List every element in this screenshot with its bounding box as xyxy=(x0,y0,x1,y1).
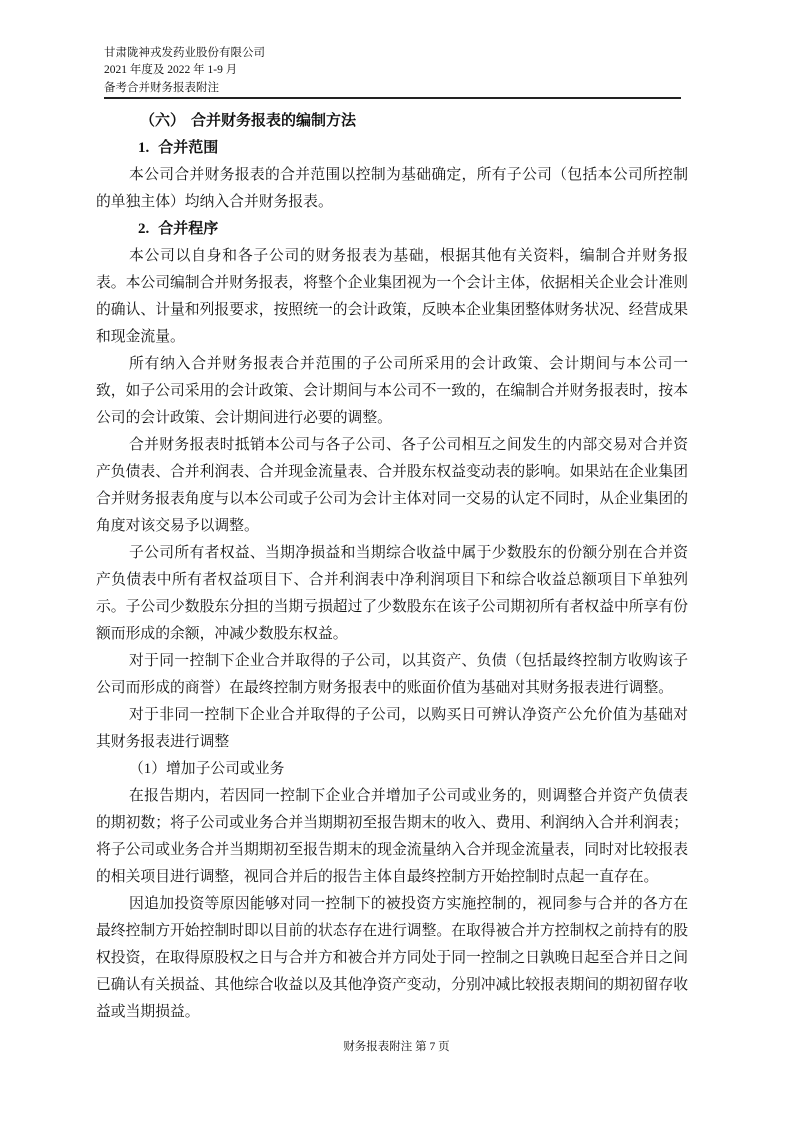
section-heading xyxy=(96,108,688,135)
subsection-title: 合并范围 xyxy=(158,140,219,156)
paragraph-consolidation-scope: 本公司合并财务报表的合并范围以控制为基础确定，所有子公司（包括本公司所控制的单独主体）均纳入合并财务报表。 xyxy=(96,167,688,210)
paragraph-consolidation-basis: 本公司以自身和各子公司的财务报表为基础，根据其他有关资料，编制合并财务报表。本公司编制合并财务报表，将整个企业集团视为一个会计主体，依据相关企业会计准则的确认、计量和列报要求，按照统一的会计政策，反映本企业集团整体财务状况、经营成果和现金流量。 xyxy=(96,248,688,345)
paragraph-additional-investment-control: 因追加投资等原因能够对同一控制下的被投资方实施控制的，视同参与合并的各方在最终控制方开始控制时即以目前的状态存在进行调整。在取得被合并方控制权之前持有的股权投资，在取得原股权之日与合并方和被合并方同处于同一控制之日孰晚日起至合并日之间已确认有关损益、其他综合收益以及其他净资产变动，分别冲减比较报表期间的期初留存收益或当期损益。 xyxy=(96,896,688,1020)
paragraph-accounting-policy-alignment: 所有纳入合并财务报表合并范围的子公司所采用的会计政策、会计期间与本公司一致，如子公司采用的会计政策、会计期间与本公司不一致的，在编制合并财务报表时，按本公司的会计政策、会计期间进行必要的调整。 xyxy=(96,356,688,426)
paragraph-intercompany-elimination: 合并财务报表时抵销本公司与各子公司、各子公司相互之间发生的内部交易对合并资产负债表、合并利润表、合并现金流量表、合并股东权益变动表的影响。如果站在企业集团合并财务报表角度与以本公司或子公司为会计主体对同一交易的认定不同时，从企业集团的角度对该交易予以调整。 xyxy=(96,437,688,534)
footer-page-label: 财务报表附注 第 7 页 xyxy=(343,1041,450,1053)
subsection-heading-procedure xyxy=(96,216,688,243)
header-report-period: 2021 年度及 2022 年 1-9 月 xyxy=(104,64,238,77)
section-number: （六） xyxy=(140,113,186,129)
paragraph-minority-interest: 子公司所有者权益、当期净损益和当期综合收益中属于少数股东的份额分别在合并资产负债表中所有者权益项目下、合并利润表中净利润项目下和综合收益总额项目下单独列示。子公司少数股东分担的当期亏损超过了少数股东在该子公司期初所有者权益中所享有份额而形成的余额，冲减少数股东权益。 xyxy=(96,545,688,642)
subsection-title: 合并程序 xyxy=(158,221,219,237)
list-item-title-add-subsidiary: （1）增加子公司或业务 xyxy=(129,761,285,777)
paragraph-same-control-acquisition: 对于同一控制下企业合并取得的子公司，以其资产、负债（包括最终控制方收购该子公司而形成的商誉）在最终控制方财务报表中的账面价值为基础对其财务报表进行调整。 xyxy=(96,653,688,696)
section-title: 合并财务报表的编制方法 xyxy=(191,113,357,129)
subsection-number: 1. xyxy=(138,140,150,156)
subsection-number: 2. xyxy=(138,221,150,237)
paragraph-add-subsidiary-reporting: 在报告期内，若因同一控制下企业合并增加子公司或业务的，则调整合并资产负债表的期初数；将子公司或业务合并当期期初至报告期末的收入、费用、利润纳入合并利润表；将子公司或业务合并当期期初至报告期末的现金流量纳入合并现金流量表，同时对比较报表的相关项目进行调整，视同合并后的报告主体自最终控制方开始控制时点起一直存在。 xyxy=(96,788,688,885)
subsection-heading-scope xyxy=(96,135,688,162)
paragraph-non-same-control-acquisition: 对于非同一控制下企业合并取得的子公司，以购买日可辨认净资产公允价值为基础对其财务报表进行调整 xyxy=(96,707,688,750)
page-header xyxy=(104,45,684,97)
header-company-name: 甘肃陇神戎发药业股份有限公司 xyxy=(104,47,265,59)
header-divider-rule xyxy=(104,97,681,99)
header-doc-title: 备考合并财务报表附注 xyxy=(104,81,219,94)
document-body xyxy=(96,108,688,1026)
page-footer xyxy=(0,1039,793,1056)
